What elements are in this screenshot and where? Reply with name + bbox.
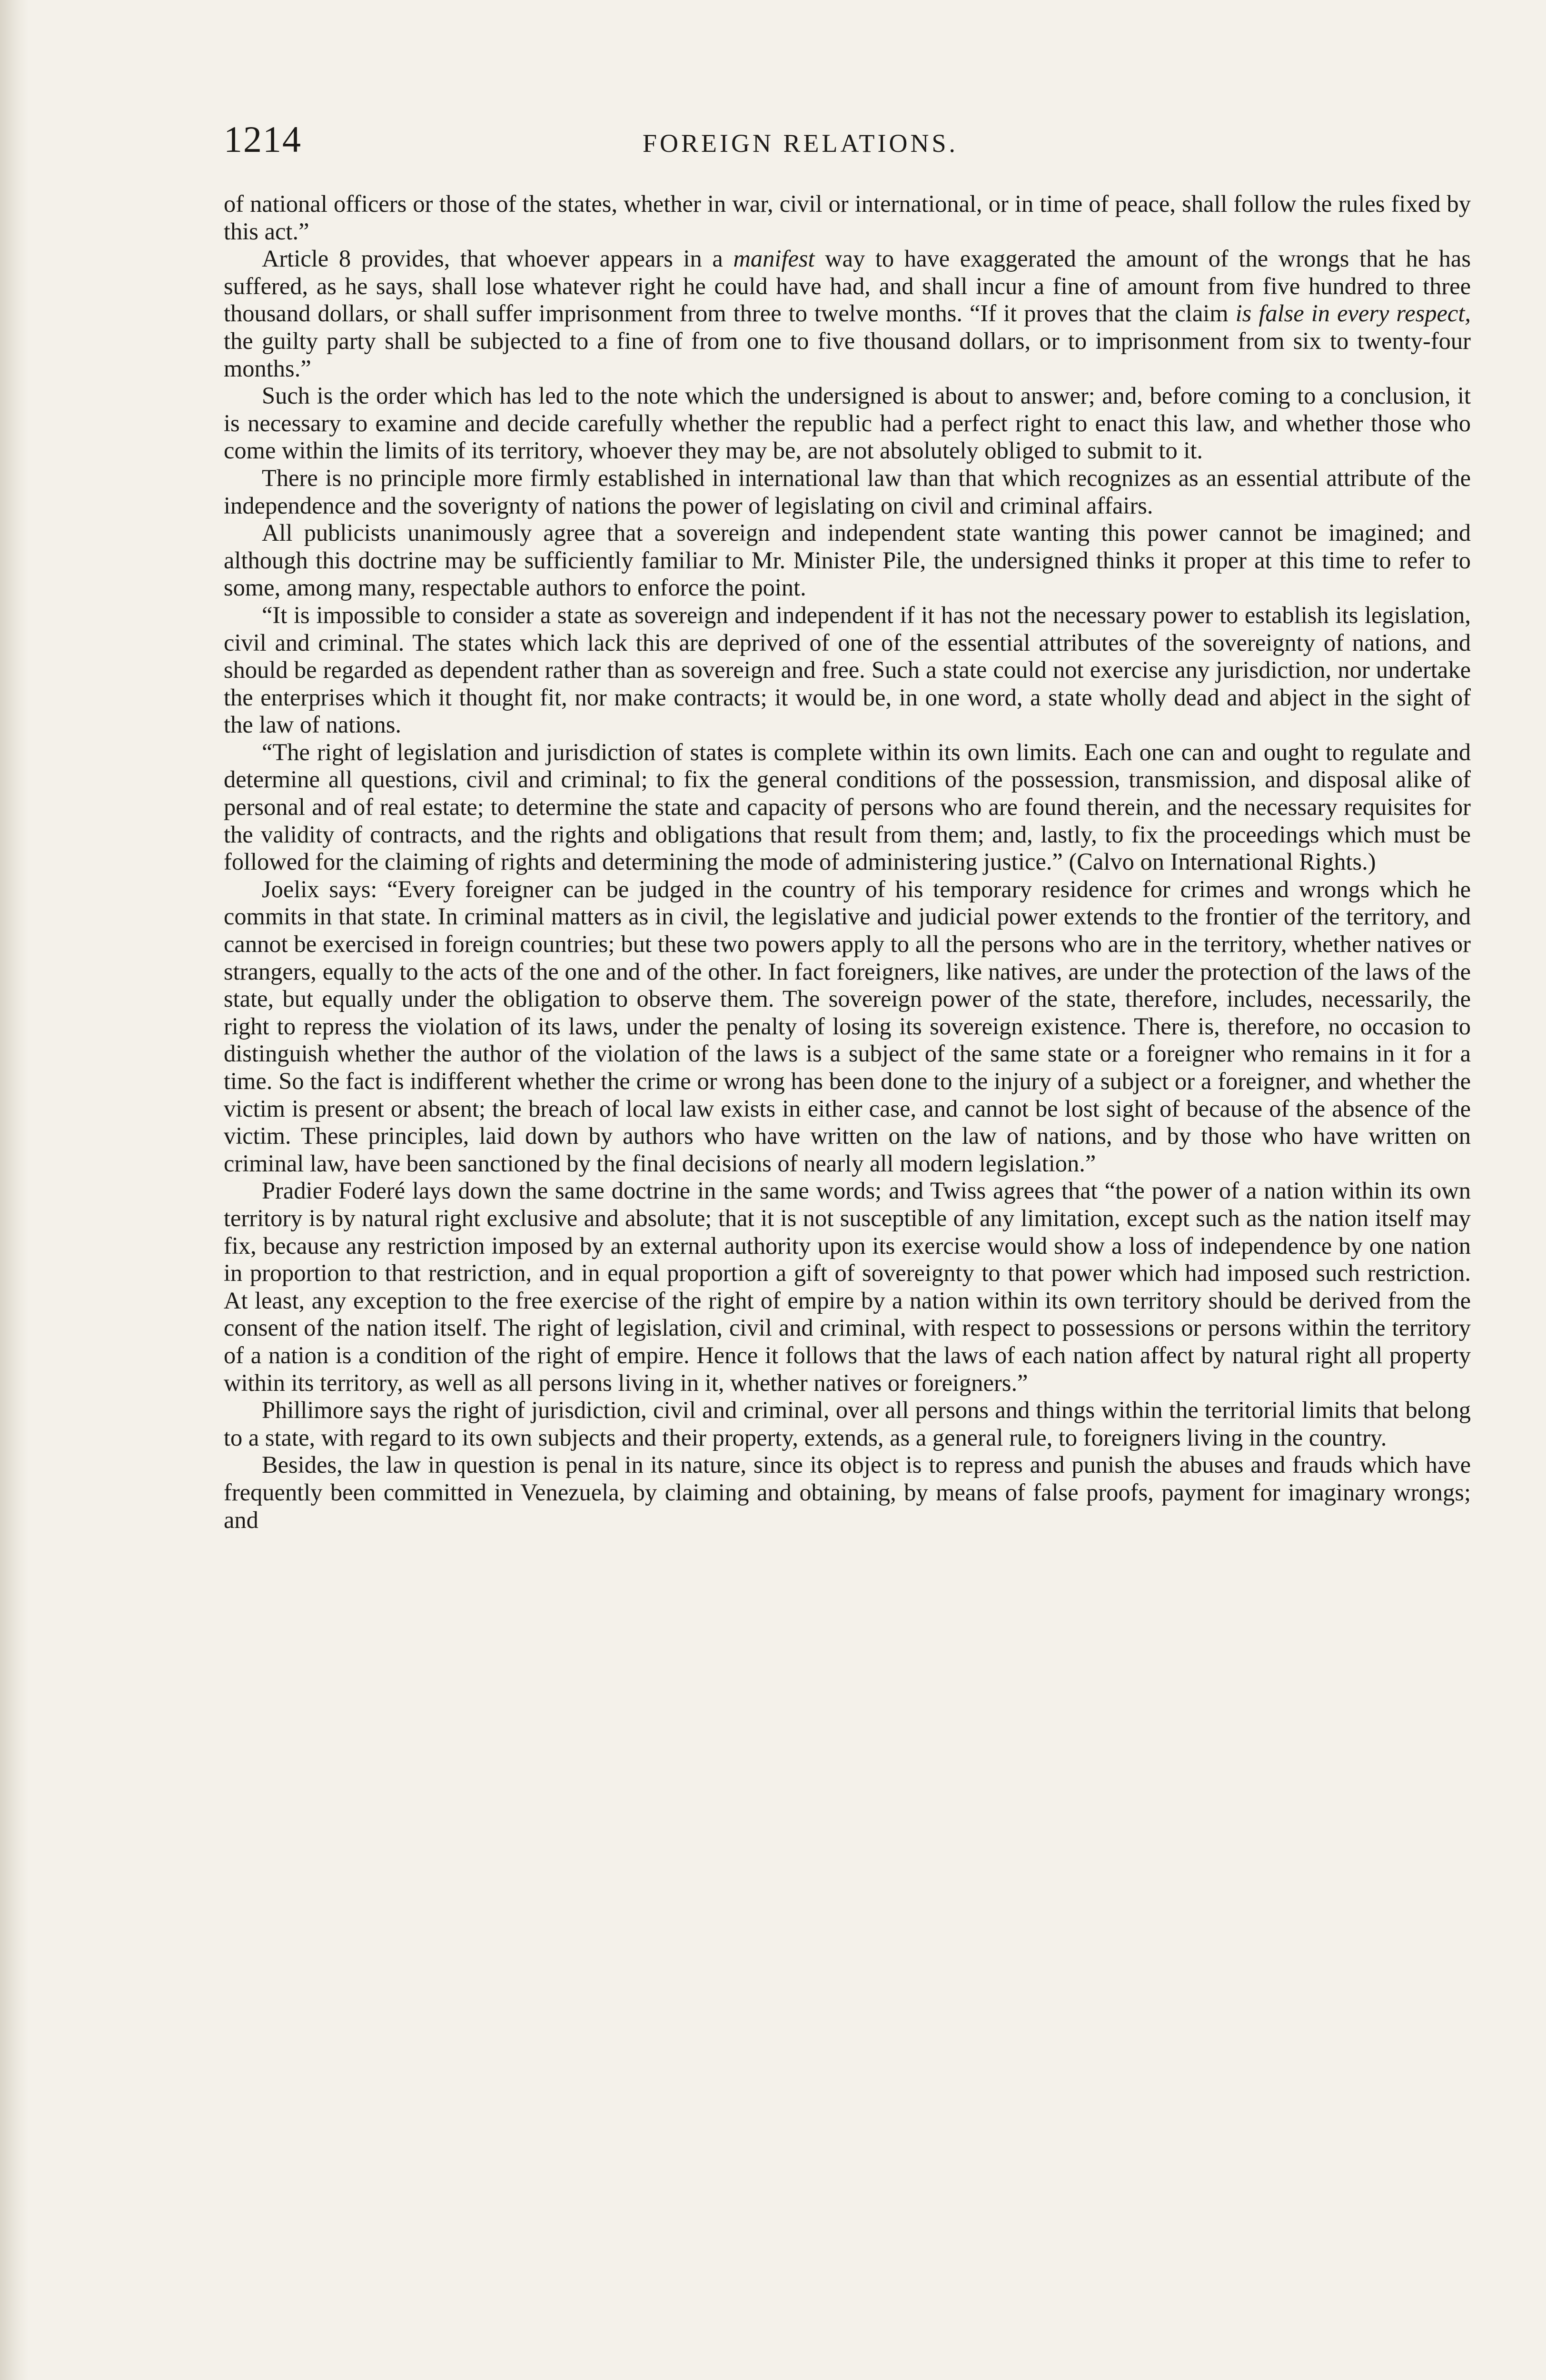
paragraph-pradier-fodere: Pradier Foderé lays down the same doctrine in the same words; and Twiss agrees that “the power of a nation within its own territory is by natural right exclusive and absolute; that it is not susceptible of any limitation, except such as the nation itself may fix, because any restriction imposed by an external authority upon its exercise would show a loss of independence by one nation in proportion to that restriction, and in equal proportion a gift of sovereignty to that power which had imposed such restriction. At least, any exception to the free exercise of the right of empire by a nation within its own territory should be derived from the consent of the nation itself. The right of legislation, civil and criminal, with respect to possessions or persons within the territory of a nation is a condition of the right of empire. Hence it follows that the laws of each nation affect by natural right all property within its territory, as well as all persons living in it, whether natives or foreigners.” xyxy=(224,1177,1471,1396)
paragraph-final: Besides, the law in question is penal in its nature, since its object is to repress and punish the abuses and frauds which have frequently been committed in Venezuela, by claiming and obtaining, by means of false proofs, payment for imaginary wrongs; and xyxy=(224,1451,1471,1533)
paragraph-joelix: Joelix says: “Every foreigner can be judged in the country of his temporary residence for crimes and wrongs which he commits in that state. In criminal matters as in civil, the legislative and judicial power extends to the frontier of the territory, and cannot be exercised in foreign countries; but these two powers apply to all the persons who are in the territory, whether natives or strangers, equally to the acts of the one and of the other. In fact foreigners, like natives, are under the protection of the laws of the state, but equally under the obligation to observe them. The sovereign power of the state, therefore, includes, necessarily, the right to repress the violation of its laws, under the penalty of losing its sovereign existence. There is, therefore, no occasion to distinguish whether the author of the violation of the laws is a subject of the same state or a foreigner who remains in it for a time. So the fact is indifferent whether the crime or wrong has been done to the injury of a subject or a foreigner, and whether the victim is present or absent; the breach of local law exists in either case, and cannot be lost sight of because of the absence of the victim. These principles, laid down by authors who have written on the law of nations, and by those who have written on criminal law, have been sanctioned by the final decisions of nearly all modern legislation.” xyxy=(224,875,1471,1177)
paragraph: All publicists unanimously agree that a sovereign and independent state wanting this power cannot be imagined; and although this doctrine may be sufficiently familiar to Mr. Minister Pile, the undersigned thinks it proper at this time to refer to some, among many, respectable authors to enforce the point. xyxy=(224,519,1471,601)
page-number: 1214 xyxy=(224,119,302,160)
paragraph-phillimore: Phillimore says the right of jurisdiction, civil and criminal, over all persons and things within the territorial limits that belong to a state, with regard to its own subjects and their property, extends, as a general rule, to foreigners living in the country. xyxy=(224,1397,1471,1451)
text-run: the guilty party shall be subjected to a fine of from one to five thousand dollars, or to imprisonment from six to twenty-four months.” xyxy=(224,327,1471,382)
binding-gutter xyxy=(0,0,29,2380)
quotation-paragraph: “The right of legislation and jurisdiction of states is complete within its own limits. Each one can and ought to regulate and determine all questions, civil and criminal; to fix the general conditions of the possession, transmission, and disposal alike of personal and of real estate; to determine the state and capacity of persons who are found therein, and the necessary requisites for the validity of contracts, and the rights and obligations that result from them; and, lastly, to fix the proceedings which must be followed for the claiming of rights and determining the mode of administering justice.” (Calvo on International Rights.) xyxy=(224,738,1471,875)
paragraph-continued: of national officers or those of the states, whether in war, civil or international, or in time of peace, shall follow the rules fixed by this act.” xyxy=(224,190,1471,245)
running-head: FOREIGN RELATIONS. xyxy=(643,129,959,158)
paragraph: There is no principle more firmly established in international law than that which recognizes as an essential attribute of the independence and the soverignty of nations the power of legislating on civil and criminal affairs. xyxy=(224,464,1471,519)
page-header xyxy=(224,118,1465,180)
paragraph-article-8 xyxy=(224,245,1471,382)
text-run: way to have exaggerated the amount of the wrongs that he has suffered, as he says, shall lose whatever right he could have had, and shall incur a fine of amount from five hundred to three thousand dollars, or shall suffer imprisonment from three to twelve months. “If it proves that the claim xyxy=(224,245,1471,327)
quotation-paragraph: “It is impossible to consider a state as sovereign and independent if it has not the necessary power to establish its legislation, civil and criminal. The states which lack this are deprived of one of the essential attributes of the sovereignty of nations, and should be regarded as dependent rather than as sovereign and free. Such a state could not exercise any jurisdiction, nor undertake the enterprises which it thought fit, nor make contracts; it would be, in one word, a state wholly dead and abject in the sight of the law of nations. xyxy=(224,601,1471,738)
paragraph: Such is the order which has led to the note which the undersigned is about to answer; and, before coming to a conclusion, it is necessary to examine and decide carefully whether the republic had a perfect right to enact this law, and whether those who come within the limits of its territory, whoever they may be, are not absolutely obliged to submit to it. xyxy=(224,382,1471,464)
text-run: Article 8 provides, that whoever appears in a xyxy=(262,245,733,272)
italic-run: is false in every respect, xyxy=(1235,300,1471,327)
italic-run: manifest xyxy=(733,245,815,272)
body-text xyxy=(224,190,1471,1534)
